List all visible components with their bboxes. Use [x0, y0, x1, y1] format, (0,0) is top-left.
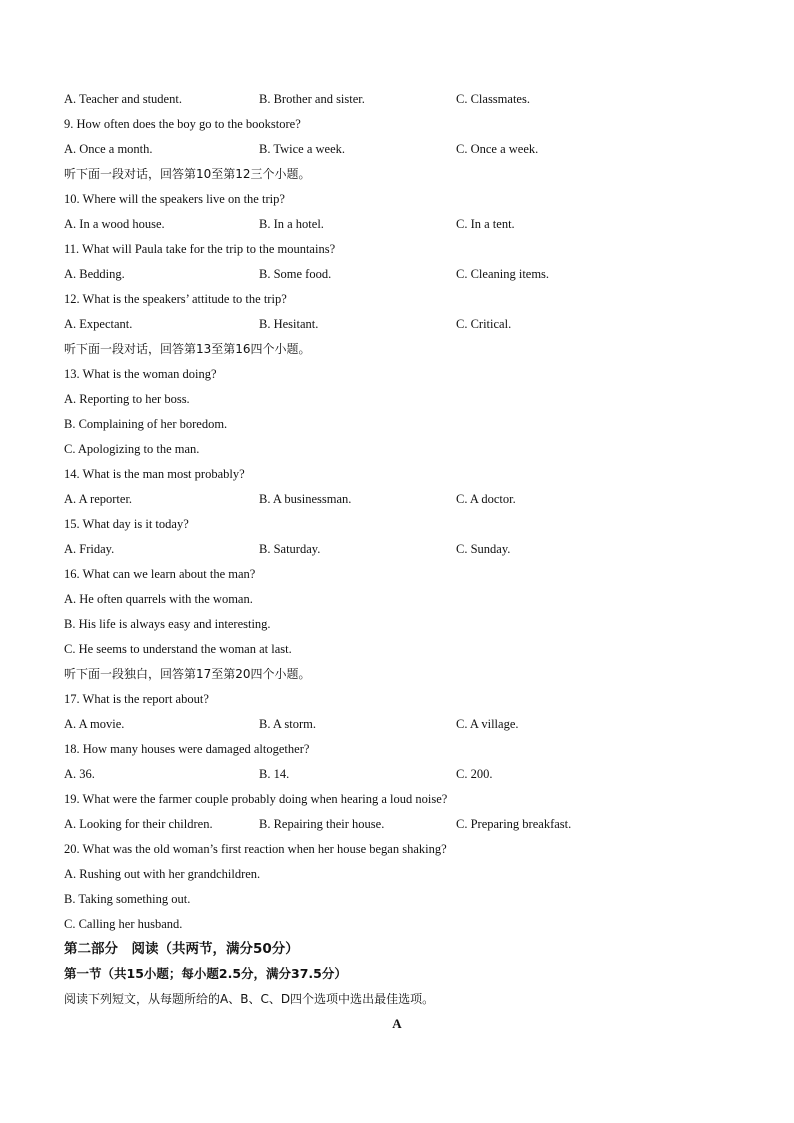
option-c: C. Preparing breakfast. — [456, 817, 572, 831]
option-a: A. Bedding. — [64, 267, 125, 281]
question-line: 10. Where will the speakers live on the trip? — [64, 192, 285, 206]
option-b: B. A businessman. — [259, 492, 352, 506]
option-a: A. A movie. — [64, 717, 125, 731]
option-b: B. In a hotel. — [259, 217, 324, 231]
option-a: A. Looking for their children. — [64, 817, 213, 831]
option-a: A. Teacher and student. — [64, 92, 182, 106]
section-heading: 第二部分 阅读（共两节，满分50分） — [64, 941, 299, 957]
question-line: 16. What can we learn about the man? — [64, 567, 256, 581]
question-line: 11. What will Paula take for the trip to the mountains? — [64, 242, 336, 256]
question-line: 20. What was the old woman’s first reaction when her house began shaking? — [64, 842, 447, 856]
question-line: B. Complaining of her boredom. — [64, 417, 228, 431]
instruction-line: 听下面一段独白，回答第17至第20四个小题。 — [64, 667, 311, 681]
question-line: A. Reporting to her boss. — [64, 392, 190, 406]
option-b: B. Twice a week. — [259, 142, 346, 156]
option-c: C. A village. — [456, 717, 519, 731]
question-line: 12. What is the speakers’ attitude to the trip? — [64, 292, 287, 306]
subsection-heading: 第一节（共15小题；每小题2.5分，满分37.5分） — [64, 966, 347, 981]
option-c: C. Critical. — [456, 317, 512, 331]
option-c: C. Cleaning items. — [456, 267, 550, 281]
question-line: A. He often quarrels with the woman. — [64, 592, 253, 606]
option-a: A. Once a month. — [64, 142, 153, 156]
option-b: B. 14. — [259, 767, 290, 781]
option-c: C. 200. — [456, 767, 493, 781]
question-line: B. His life is always easy and interesting. — [64, 617, 271, 631]
option-c: C. In a tent. — [456, 217, 515, 231]
instruction-line: 听下面一段对话，回答第13至第16四个小题。 — [64, 342, 311, 356]
question-line: 17. What is the report about? — [64, 692, 209, 706]
option-b: B. Repairing their house. — [259, 817, 385, 831]
option-b: B. Saturday. — [259, 542, 321, 556]
option-c: C. A doctor. — [456, 492, 516, 506]
passage-letter: A — [392, 1016, 402, 1031]
instruction-line: 阅读下列短文，从每题所给的A、B、C、D四个选项中选出最佳选项。 — [64, 992, 435, 1006]
question-line: C. He seems to understand the woman at last. — [64, 642, 292, 656]
option-a: A. In a wood house. — [64, 217, 165, 231]
question-line: B. Taking something out. — [64, 892, 191, 906]
question-line: 18. How many houses were damaged altogether? — [64, 742, 310, 756]
option-c: C. Sunday. — [456, 542, 511, 556]
question-line: 14. What is the man most probably? — [64, 467, 245, 481]
question-line: C. Apologizing to the man. — [64, 442, 200, 456]
question-line: 13. What is the woman doing? — [64, 367, 217, 381]
question-line: A. Rushing out with her grandchildren. — [64, 867, 261, 881]
option-b: B. Hesitant. — [259, 317, 319, 331]
option-a: A. A reporter. — [64, 492, 133, 506]
option-c: C. Classmates. — [456, 92, 530, 106]
option-a: A. Expectant. — [64, 317, 133, 331]
option-c: C. Once a week. — [456, 142, 539, 156]
option-a: A. 36. — [64, 767, 95, 781]
question-line: C. Calling her husband. — [64, 917, 183, 931]
question-line: 9. How often does the boy go to the bookstore? — [64, 117, 301, 131]
option-b: B. Brother and sister. — [259, 92, 365, 106]
option-b: B. A storm. — [259, 717, 316, 731]
instruction-line: 听下面一段对话，回答第10至第12三个小题。 — [64, 167, 311, 181]
option-a: A. Friday. — [64, 542, 115, 556]
option-b: B. Some food. — [259, 267, 332, 281]
question-line: 19. What were the farmer couple probably doing when hearing a loud noise? — [64, 792, 448, 806]
question-line: 15. What day is it today? — [64, 517, 189, 531]
